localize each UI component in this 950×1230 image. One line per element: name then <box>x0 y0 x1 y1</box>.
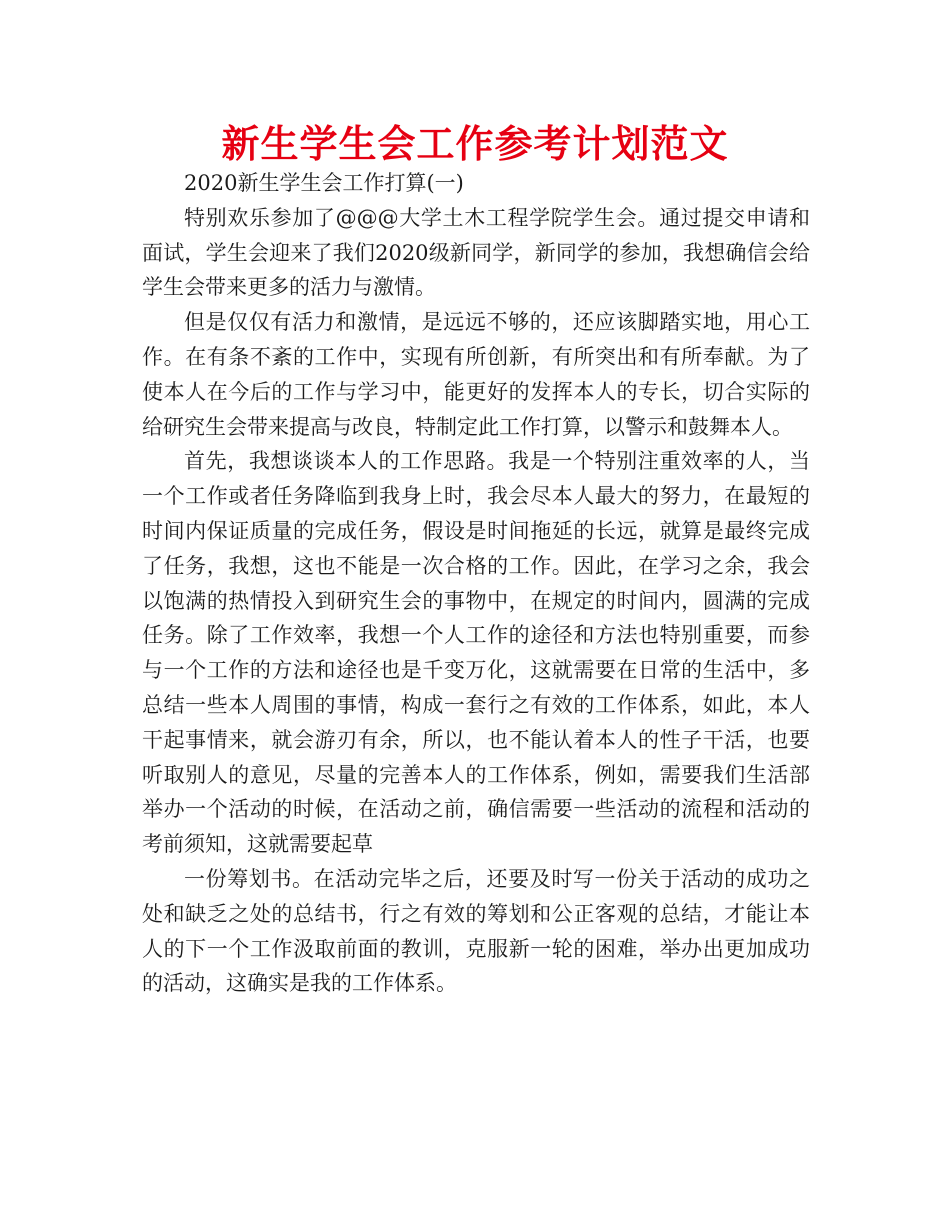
paragraph: 特别欢乐参加了@@@大学土木工程学院学生会。通过提交申请和面试，学生会迎来了我们2020级新同学，新同学的参加，我想确信会给学生会带来更多的活力与激情。 <box>142 205 810 300</box>
paragraph: 一份筹划书。在活动完毕之后，还要及时写一份关于活动的成功之处和缺乏之处的总结书，行之有效的筹划和公正客观的总结，才能让本人的下一个工作汲取前面的教训，克服新一轮的困难，举办出更加成功的活动，这确实是我的工作体系。 <box>142 866 810 996</box>
paragraph: 首先，我想谈谈本人的工作思路。我是一个特别注重效率的人，当一个工作或者任务降临到我身上时，我会尽本人最大的努力，在最短的时间内保证质量的完成任务，假设是时间拖延的长远，就算是最终完成了任务，我想，这也不能是一次合格的工作。因此，在学习之余，我会以饱满的热情投入到研究生会的事物中，在规定的时间内，圆满的完成任务。除了工作效率，我想一个人工作的途径和方法也特别重要，而参与一个工作的方法和途径也是千变万化，这就需要在日常的生活中，多总结一些本人周围的事情，构成一套行之有效的工作体系，如此，本人干起事情来，就会游刃有余，所以，也不能认着本人的性子干活，也要听取别人的意见，尽量的完善本人的工作体系，例如，需要我们生活部举办一个活动的时候，在活动之前，确信需要一些活动的流程和活动的考前须知，这就需要起草 <box>142 449 810 857</box>
document-body <box>142 166 810 1001</box>
paragraph: 但是仅仅有活力和激情，是远远不够的，还应该脚踏实地，用心工作。在有条不紊的工作中，实现有所创新，有所突出和有所奉献。为了使本人在今后的工作与学习中，能更好的发挥本人的专长，切合实际的给研究生会带来提高与改良，特制定此工作打算，以警示和鼓舞本人。 <box>142 310 810 439</box>
section-heading: 2020新生学生会工作打算(一) <box>184 171 464 195</box>
document-title: 新生学生会工作参考计划范文 <box>221 122 729 166</box>
